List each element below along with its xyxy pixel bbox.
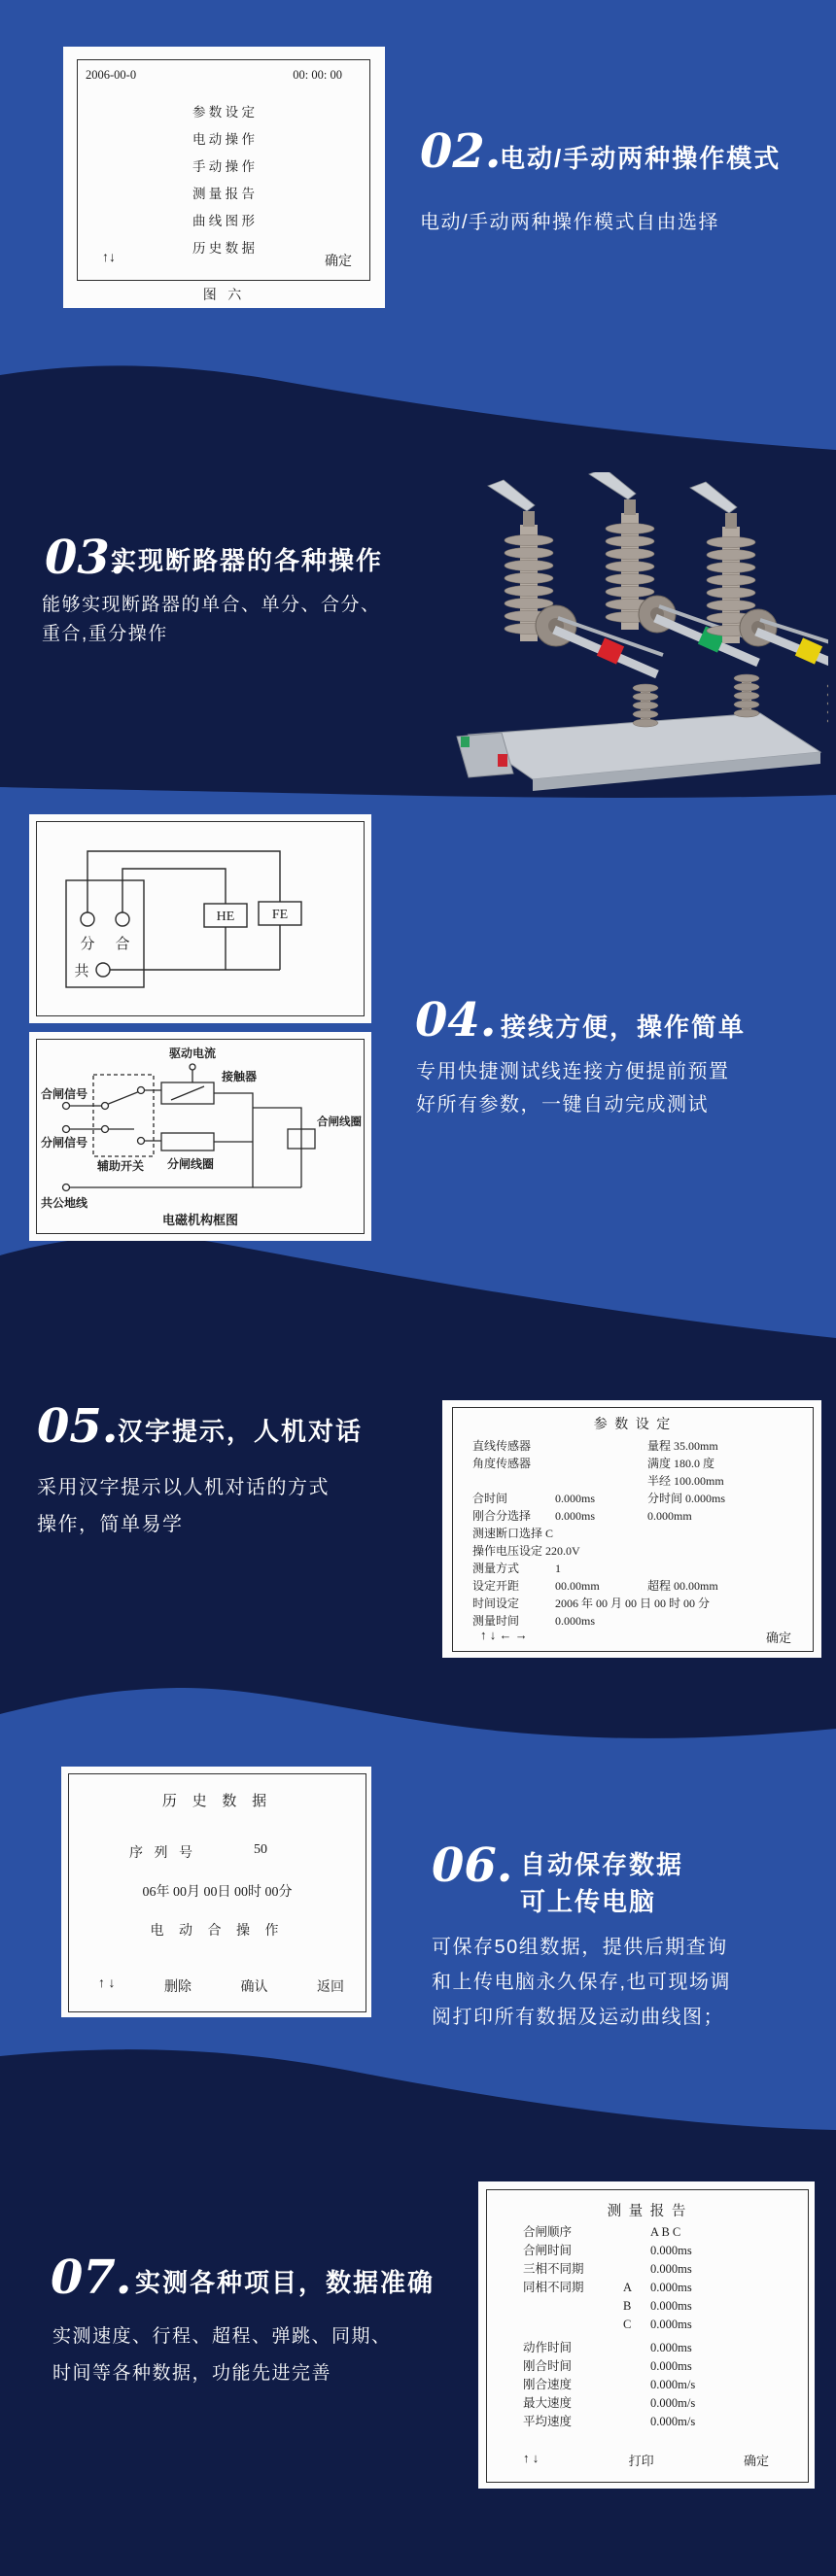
report-screen-title: 测 量 报 告 (607, 2204, 688, 2219)
menu-item-history: 历 史 数 据 (192, 241, 256, 256)
wiring-diagram-card (29, 814, 371, 1023)
section-05-body-line1: 采用汉字提示以人机对话的方式 (37, 1477, 330, 1498)
menu-item-parameter: 参 数 设 定 (192, 105, 256, 120)
diagram-label-open: 分 (80, 937, 95, 952)
parameter-rows (453, 1437, 813, 1630)
param-row: 操作电压设定 220.0V (472, 1544, 580, 1558)
section-05-body (37, 1469, 330, 1543)
history-operation: 电 动 合 操 作 (150, 1924, 285, 1939)
section-04-title: 接线方便，操作简单 (501, 1013, 747, 1042)
report-row: 动作时间 0.000ms (523, 2341, 692, 2354)
section-06-body-line2: 和上传电脑永久保存,也可现场调 (432, 1972, 732, 1993)
param-row: 直线传感器 量程 35.00mm (472, 1439, 718, 1453)
section-03-title: 实现断路器的各种操作 (111, 546, 384, 575)
label-aux-switch: 辅助开关 (97, 1159, 145, 1173)
param-row: 合时间 0.000ms 分时间 0.000ms (472, 1492, 726, 1505)
print-button-label: 打印 (628, 2454, 654, 2468)
section-02-body: 电动/手动两种操作模式自由选择 (420, 212, 720, 233)
param-row: 时间设定 2006 年 00 月 00 日 00 时 00 分 (472, 1597, 711, 1610)
section-05-title: 汉字提示，人机对话 (118, 1417, 364, 1446)
section-07-number: 07. (51, 2250, 132, 2305)
main-menu-screen (77, 59, 370, 281)
history-screen-title: 历 史 数 据 (161, 1794, 273, 1809)
ok-button-label: 确定 (325, 255, 352, 269)
menu-item-curve: 曲 线 图 形 (192, 214, 256, 228)
section-07-title: 实测各种项目，数据准确 (135, 2268, 435, 2297)
param-row: 角度传感器 满度 180.0 度 (472, 1457, 715, 1470)
report-row: 刚合时间 0.000ms (523, 2359, 692, 2373)
section-04-number: 04. (415, 993, 497, 1048)
delete-button-label: 删除 (164, 1980, 192, 1995)
report-row: 平均速度 0.000m/s (523, 2415, 696, 2428)
section-06-body (432, 1930, 731, 2035)
parameter-screen-title: 参 数 设 定 (593, 1418, 673, 1432)
main-menu-screen-card (63, 47, 385, 308)
report-row: 同相不同期 A 0.000ms (523, 2281, 692, 2294)
mechanism-caption: 电磁机构框图 (161, 1213, 239, 1227)
section-05-body-line2: 操作，简单易学 (37, 1514, 184, 1535)
param-row: 测速断口选择 C (472, 1527, 554, 1540)
up-down-arrows-icon: ↑↓ (102, 251, 116, 265)
label-close-signal: 合闸信号 (41, 1087, 88, 1101)
label-close-coil: 合闸线圈 (317, 1116, 362, 1128)
param-row: 设定开距 00.00mm 超程 00.00mm (472, 1579, 718, 1593)
arrow-keys-icon: ↑ ↓ ← → (480, 1628, 528, 1642)
report-row: C 0.000ms (623, 2318, 692, 2331)
menu-item-manual-op: 手 动 操 作 (192, 159, 256, 174)
history-screen-card (61, 1767, 371, 2017)
section-04-body (416, 1055, 730, 1121)
report-row: B 0.000ms (623, 2299, 692, 2313)
menu-item-electric-op: 电 动 操 作 (192, 132, 256, 147)
section-04-body-line1: 专用快捷测试线连接方便提前预置 (416, 1061, 730, 1082)
section-03-body-line2: 重合,重分操作 (42, 624, 168, 644)
ok-button-label: 确定 (743, 2454, 769, 2468)
up-down-arrows-icon: ↑ ↓ (523, 2451, 540, 2465)
section-06-number: 06. (432, 1838, 513, 1893)
section-06-title (520, 1846, 683, 1920)
section-03-body (42, 591, 381, 649)
param-row: 半经 100.00mm (647, 1474, 724, 1488)
breaker-phase-c (690, 482, 828, 725)
confirm-button-label: 确认 (240, 1980, 268, 1995)
section-03-number: 03. (45, 531, 126, 585)
diagram-label-close: 合 (115, 937, 130, 952)
section-03-body-line1: 能够实现断路器的单合、单分、合分、 (42, 595, 381, 615)
figure-caption: 图 六 (202, 289, 246, 303)
section-06-body-line1: 可保存50组数据，提供后期查询 (432, 1937, 728, 1958)
report-row: 最大速度 0.000m/s (523, 2396, 696, 2410)
param-row: 测量方式 1 (472, 1562, 561, 1575)
report-screen-card (478, 2181, 815, 2489)
ok-button-label: 确定 (765, 1631, 791, 1645)
section-06-body-line3: 阅打印所有数据及运动曲线图； (432, 2007, 724, 2028)
mechanism-diagram-card (29, 1032, 371, 1241)
param-row: 测量时间 0.000ms (472, 1614, 596, 1628)
report-row: 合闸顺序 A B C (523, 2225, 681, 2239)
label-drive-current: 驱动电流 (168, 1047, 217, 1060)
section-07-body-line2: 时间等各种数据，功能先进完善 (52, 2363, 332, 2384)
history-date-line: 06年 00月 00日 00时 00分 (142, 1885, 293, 1900)
section-02-title: 电动/手动两种操作模式 (500, 144, 782, 173)
section-06-title-line2: 可上传电脑 (520, 1887, 657, 1916)
label-common-ground: 共公地线 (41, 1196, 88, 1210)
main-menu-list (78, 99, 369, 262)
section-02-number: 02. (420, 124, 502, 179)
section-07-body-line1: 实测速度、行程、超程、弹跳、同期、 (52, 2326, 392, 2347)
up-down-arrows-icon: ↑ ↓ (98, 1976, 116, 1991)
diagram-label-he-box: HE (216, 910, 235, 924)
report-row: 三相不同期 0.000ms (523, 2262, 692, 2276)
label-open-coil: 分闸线圈 (167, 1157, 215, 1171)
serial-label: 序 列 号 (129, 1846, 196, 1861)
label-open-signal: 分闸信号 (41, 1136, 88, 1150)
parameter-screen-card (442, 1400, 821, 1658)
section-04-body-line2: 好所有参数，一键自动完成测试 (416, 1094, 709, 1116)
report-row: 合闸时间 0.000ms (523, 2244, 692, 2257)
wiring-diagram-mechanism (37, 1040, 364, 1233)
wiring-diagram-simple (37, 822, 364, 1015)
serial-value: 50 (254, 1842, 267, 1857)
section-05-number: 05. (37, 1399, 119, 1454)
section-07-body (52, 2318, 392, 2392)
screen-date: 2006-00-0 (86, 68, 137, 82)
report-row: 刚合速度 0.000m/s (523, 2378, 696, 2391)
breaker-photo (439, 472, 828, 795)
back-button-label: 返回 (317, 1980, 344, 1995)
section-06-title-line1: 自动保存数据 (520, 1850, 684, 1879)
label-contactor: 接触器 (222, 1070, 258, 1083)
menu-item-report: 测 量 报 告 (192, 187, 256, 201)
param-row: 刚合分选择 0.000ms 0.000mm (472, 1509, 692, 1523)
diagram-label-common: 共 (74, 964, 89, 979)
report-rows (487, 2223, 808, 2431)
diagram-label-fe-box: FE (271, 908, 289, 922)
screen-time: 00: 00: 00 (293, 68, 342, 82)
